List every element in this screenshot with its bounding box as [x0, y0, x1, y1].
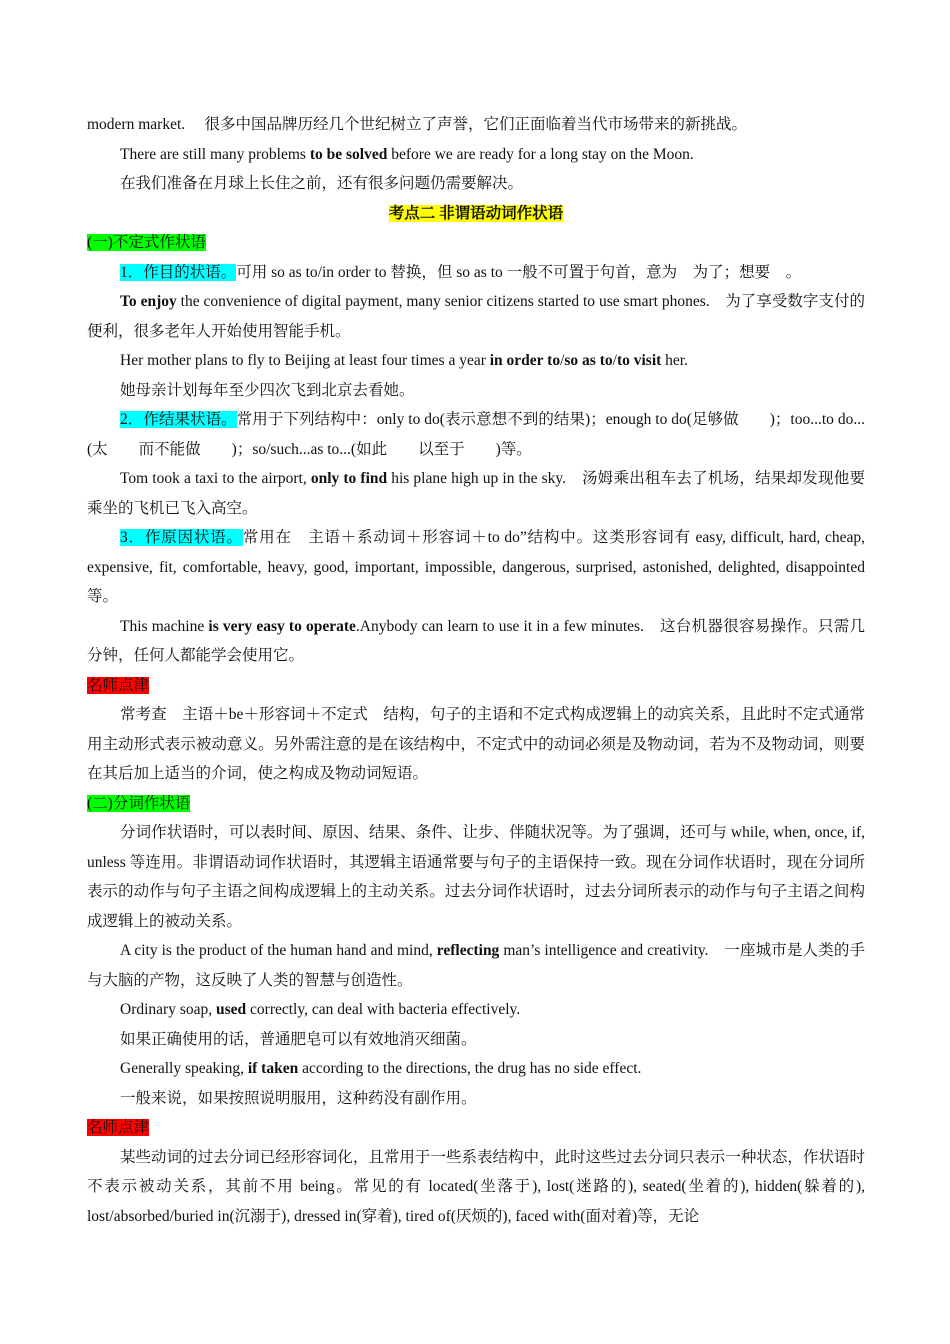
- text: Generally speaking,: [120, 1060, 248, 1077]
- tip-heading: [87, 1113, 865, 1143]
- document-page: [87, 110, 865, 1231]
- tip-highlight: 名师点津: [87, 676, 150, 694]
- text: 常考查 主语＋be＋形容词＋不定式 结构，句子的主语和不定式构成逻辑上的动宾关系，且此时不定式通常用主动形式表示被动意义。另外需注意的是在该结构中，不定式中的动词必须是及物动词，若为不及物动词，则要在其后加上适当的介词，使之构成及物动词短语。: [87, 706, 865, 782]
- heading-highlight: (二)分词作状语: [87, 794, 191, 812]
- text: her.: [661, 352, 688, 369]
- text: .Anybody can learn to use it in a few minutes. 这台机器很容易操作。只需几分钟，任何人都能学会使用它。: [87, 617, 866, 664]
- bold-phrase: is very easy to operate: [208, 617, 356, 635]
- text: Ordinary soap,: [120, 1001, 216, 1018]
- point-paragraph: [87, 523, 865, 612]
- heading-highlight: (一)不定式作状语: [87, 234, 206, 251]
- text: This machine: [120, 617, 209, 635]
- section-title: [87, 199, 865, 229]
- translation: [87, 376, 865, 406]
- tip-paragraph: [87, 1143, 865, 1232]
- example-sentence: [87, 995, 865, 1025]
- text: Tom took a taxi to the airport,: [120, 470, 311, 487]
- text: 常用于下列结构中：only to do(表示意想不到的结果)；enough to do(足够做 )；too...to do...(太 而不能做 )；so/such...as to...(如此 以至于 )等。: [87, 411, 865, 458]
- paragraph: [87, 818, 865, 936]
- bold-phrase: To enjoy: [120, 293, 177, 310]
- paragraph: [87, 110, 865, 140]
- bold-phrase: only to find: [310, 470, 388, 487]
- example-sentence: [87, 936, 865, 995]
- translation: [87, 169, 865, 199]
- text: before we are ready for a long stay on the Moon.: [387, 145, 694, 163]
- bold-phrase: if taken: [247, 1060, 299, 1077]
- translation: [87, 1084, 865, 1114]
- text: his plane high up in the sky. 汤姆乘出租车去了机场，结果却发现他要乘坐的飞机已飞入高空。: [87, 470, 865, 517]
- text: A city is the product of the human hand and mind,: [120, 942, 437, 959]
- text: 可用 so as to/in order to 替换，但 so as to 一般不可置于句首，意为 为了；想要 。: [236, 263, 802, 281]
- example-sentence: [87, 287, 865, 346]
- text: 一般来说，如果按照说明服用，这种药没有副作用。: [120, 1089, 477, 1107]
- tip-paragraph: [87, 700, 865, 789]
- bold-phrase: so as to: [564, 352, 613, 369]
- text: according to the directions, the drug has no side effect.: [298, 1060, 642, 1077]
- example-sentence: [87, 140, 865, 170]
- subsection-heading: [87, 789, 865, 819]
- subsection-heading: [87, 228, 865, 258]
- example-sentence: [87, 464, 865, 523]
- point-label: 1．作目的状语。: [120, 263, 237, 281]
- point-paragraph: [87, 405, 865, 464]
- text: /: [612, 352, 617, 369]
- bold-phrase: used: [216, 1001, 247, 1018]
- bold-phrase: in order to: [489, 352, 561, 369]
- bold-phrase: to be solved: [309, 145, 388, 163]
- point-paragraph: [87, 258, 865, 288]
- example-sentence: [87, 346, 865, 376]
- text: 如果正确使用的话，普通肥皂可以有效地消灭细菌。: [120, 1030, 477, 1048]
- point-label: 2．作结果状语。: [120, 411, 237, 428]
- example-sentence: [87, 612, 865, 671]
- translation: [87, 1025, 865, 1055]
- text: man’s intelligence and creativity. 一座城市是人类的手与大脑的产物，这反映了人类的智慧与创造性。: [87, 942, 866, 989]
- example-sentence: [87, 1054, 865, 1084]
- bold-phrase: reflecting: [436, 942, 500, 959]
- text: 常用在 主语＋系动词＋形容词＋to do”结构中。这类形容词有 easy, difficult, hard, cheap, expensive, fit, comfortable, heavy, good, important, impossible, dangerous, surprised, astonished, delighted, disappointed 等。: [87, 529, 865, 605]
- text: There are still many problems: [120, 145, 310, 163]
- text: 分词作状语时，可以表时间、原因、结果、条件、让步、伴随状况等。为了强调，还可与 while, when, once, if, unless 等连用。非谓语动词作状语时，其逻辑主语通常要与句子的主语保持一致。现在分词作状语时，现在分词所表示的动作与句子主语之间构成逻辑上的主动关系。过去分词作状语时，过去分词所表示的动作与句子主语之间构成逻辑上的被动关系。: [87, 824, 865, 930]
- tip-heading: [87, 671, 865, 701]
- text: /: [560, 352, 565, 369]
- point-label: 3．作原因状语。: [120, 529, 243, 546]
- bold-phrase: to visit: [616, 352, 662, 369]
- title-highlight: 考点二 非谓语动词作状语: [388, 204, 564, 222]
- text: 某些动词的过去分词已经形容词化，且常用于一些系表结构中，此时这些过去分词只表示一种状态，作状语时不表示被动关系，其前不用 being。常见的有 located(坐落于), lost(迷路的), seated(坐着的), hidden(躲着的), lost/absorbed/buried in(沉溺于), dressed in(穿着), tired of(厌烦的), faced with(面对着)等，无论: [87, 1148, 865, 1225]
- tip-highlight: 名师点津: [87, 1119, 150, 1136]
- text: 在我们准备在月球上长住之前，还有很多问题仍需要解决。: [120, 175, 524, 192]
- text: correctly, can deal with bacteria effectively.: [246, 1001, 521, 1018]
- text: Her mother plans to fly to Beijing at least four times a year: [120, 352, 490, 369]
- text: 她母亲计划每年至少四次飞到北京去看她。: [120, 381, 415, 399]
- text: the convenience of digital payment, many senior citizens started to use smart phones. 为了享受数字支付的便利，很多老年人开始使用智能手机。: [87, 293, 866, 340]
- text: modern market. 很多中国品牌历经几个世纪树立了声誉，它们正面临着当代市场带来的新挑战。: [87, 116, 748, 133]
